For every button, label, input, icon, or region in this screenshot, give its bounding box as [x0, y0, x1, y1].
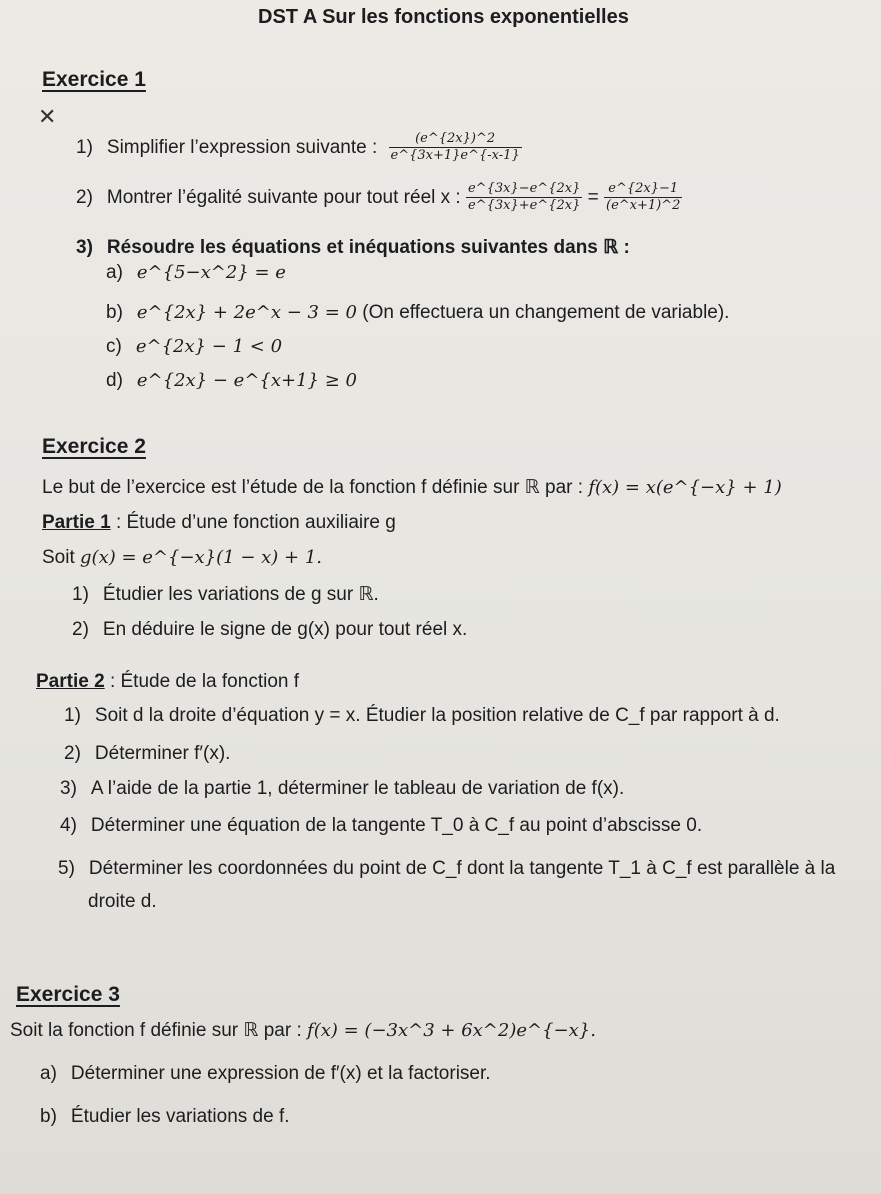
item-label: b) [40, 1106, 57, 1127]
exercise-2-heading: Exercice 2 [42, 435, 146, 458]
q-text: En déduire le signe de g(x) pour tout réel x. [102, 619, 468, 640]
part2-question-3 [60, 778, 624, 800]
q-number: 2) [72, 619, 89, 640]
g-definition [42, 547, 322, 569]
q-number: 4) [60, 815, 77, 836]
fraction-numerator: e^{2x}−1 [604, 181, 682, 198]
q-text: A l’aide de la partie 1, déterminer le tableau de variation de f(x). [90, 778, 625, 799]
ex3-item-a [40, 1063, 491, 1085]
ex1-question-3 [76, 236, 630, 259]
q-number: 1) [64, 705, 81, 726]
math-expression: e^{2x} − 1 < 0 [135, 336, 283, 357]
q-number: 1) [76, 136, 93, 158]
part1-question-1 [72, 583, 379, 606]
equals-sign: = [587, 186, 599, 208]
part-label: Partie 1 [42, 512, 111, 533]
part2-question-5-continued: droite d. [88, 891, 157, 912]
q-number: 1) [72, 584, 89, 605]
fraction-lhs [466, 181, 582, 215]
ex1-item-c [106, 336, 282, 358]
q-text: Étudier les variations de g sur ℝ. [102, 584, 379, 605]
q-number: 3) [60, 778, 77, 799]
q-text: Montrer l’égalité suivante pour tout réel x : [106, 186, 461, 208]
q-text: Déterminer les coordonnées du point de C_f dont la tangente T_1 à C_f est parallèle à la [88, 858, 836, 879]
check-mark-icon: ✕ [38, 104, 57, 129]
q-number: 2) [64, 743, 81, 764]
soit-text: Soit [42, 547, 75, 568]
item-label: c) [106, 336, 122, 357]
fraction-rhs [604, 181, 682, 215]
ex1-question-1 [76, 131, 522, 165]
part2-question-2 [64, 743, 230, 765]
q-text: Déterminer une équation de la tangente T_0 à C_f au point d’abscisse 0. [90, 815, 703, 836]
part-title-text: : Étude de la fonction f [109, 671, 300, 692]
part2-question-1 [64, 705, 780, 727]
math-expression: g(x) = e^{−x}(1 − x) + 1. [80, 547, 323, 568]
part-2-title [36, 671, 299, 693]
q-text: Déterminer une expression de f′(x) et la factoriser. [70, 1063, 491, 1084]
q-number: 3) [76, 237, 93, 258]
fraction-denominator: (e^x+1)^2 [606, 198, 681, 214]
item-label: b) [106, 302, 123, 323]
part2-question-4 [60, 815, 702, 837]
ex3-item-b [40, 1106, 290, 1128]
q-number: 5) [58, 858, 75, 879]
q-number: 2) [76, 186, 93, 208]
part1-question-2 [72, 619, 467, 641]
math-expression: f(x) = (−3x^3 + 6x^2)e^{−x}. [307, 1020, 596, 1041]
item-label: a) [40, 1063, 57, 1084]
math-expression: e^{2x} − e^{x+1} ≥ 0 [136, 370, 357, 391]
q-text: Soit d la droite d’équation y = x. Étudier la position relative de C_f par rapport à d. [94, 705, 780, 726]
part2-question-5 [58, 858, 835, 880]
part-label: Partie 2 [36, 671, 105, 692]
page-title: DST A Sur les fonctions exponentielles [258, 6, 629, 28]
part-title-text: : Étude d’une fonction auxiliaire g [115, 512, 396, 533]
fraction-numerator: (e^{2x})^2 [389, 131, 522, 148]
item-label: a) [106, 262, 123, 283]
item-note: (On effectuera un changement de variable). [362, 302, 730, 323]
item-label: d) [106, 370, 123, 391]
exercise-3-heading: Exercice 3 [16, 983, 120, 1006]
q-text: Résoudre les équations et inéquations suivantes dans ℝ : [106, 237, 630, 258]
fraction [389, 131, 522, 165]
math-expression: e^{5−x^2} = e [136, 262, 286, 283]
exercise-1-heading: Exercice 1 [42, 68, 146, 91]
ex1-item-a [106, 262, 286, 284]
intro-text: Soit la fonction f définie sur ℝ par : [10, 1020, 302, 1041]
fraction-denominator: e^{3x}+e^{2x} [467, 198, 581, 214]
q-text: Simplifier l’expression suivante : [106, 136, 378, 158]
part-1-title [42, 512, 396, 534]
math-expression: f(x) = x(e^{−x} + 1) [588, 477, 782, 498]
ex1-item-d [106, 370, 357, 392]
intro-text: Le but de l’exercice est l’étude de la fonction f définie sur ℝ par : [42, 477, 584, 498]
q-text: Déterminer f′(x). [94, 743, 231, 764]
fraction-denominator: e^{3x+1}e^{-x-1} [390, 148, 520, 164]
ex3-intro [10, 1019, 596, 1042]
ex1-question-2 [76, 181, 682, 215]
ex1-item-b [106, 302, 729, 324]
q-text: Étudier les variations de f. [70, 1106, 290, 1127]
math-expression: e^{2x} + 2e^x − 3 = 0 [136, 302, 357, 323]
ex2-intro [42, 476, 782, 499]
fraction-numerator: e^{3x}−e^{2x} [466, 181, 582, 198]
